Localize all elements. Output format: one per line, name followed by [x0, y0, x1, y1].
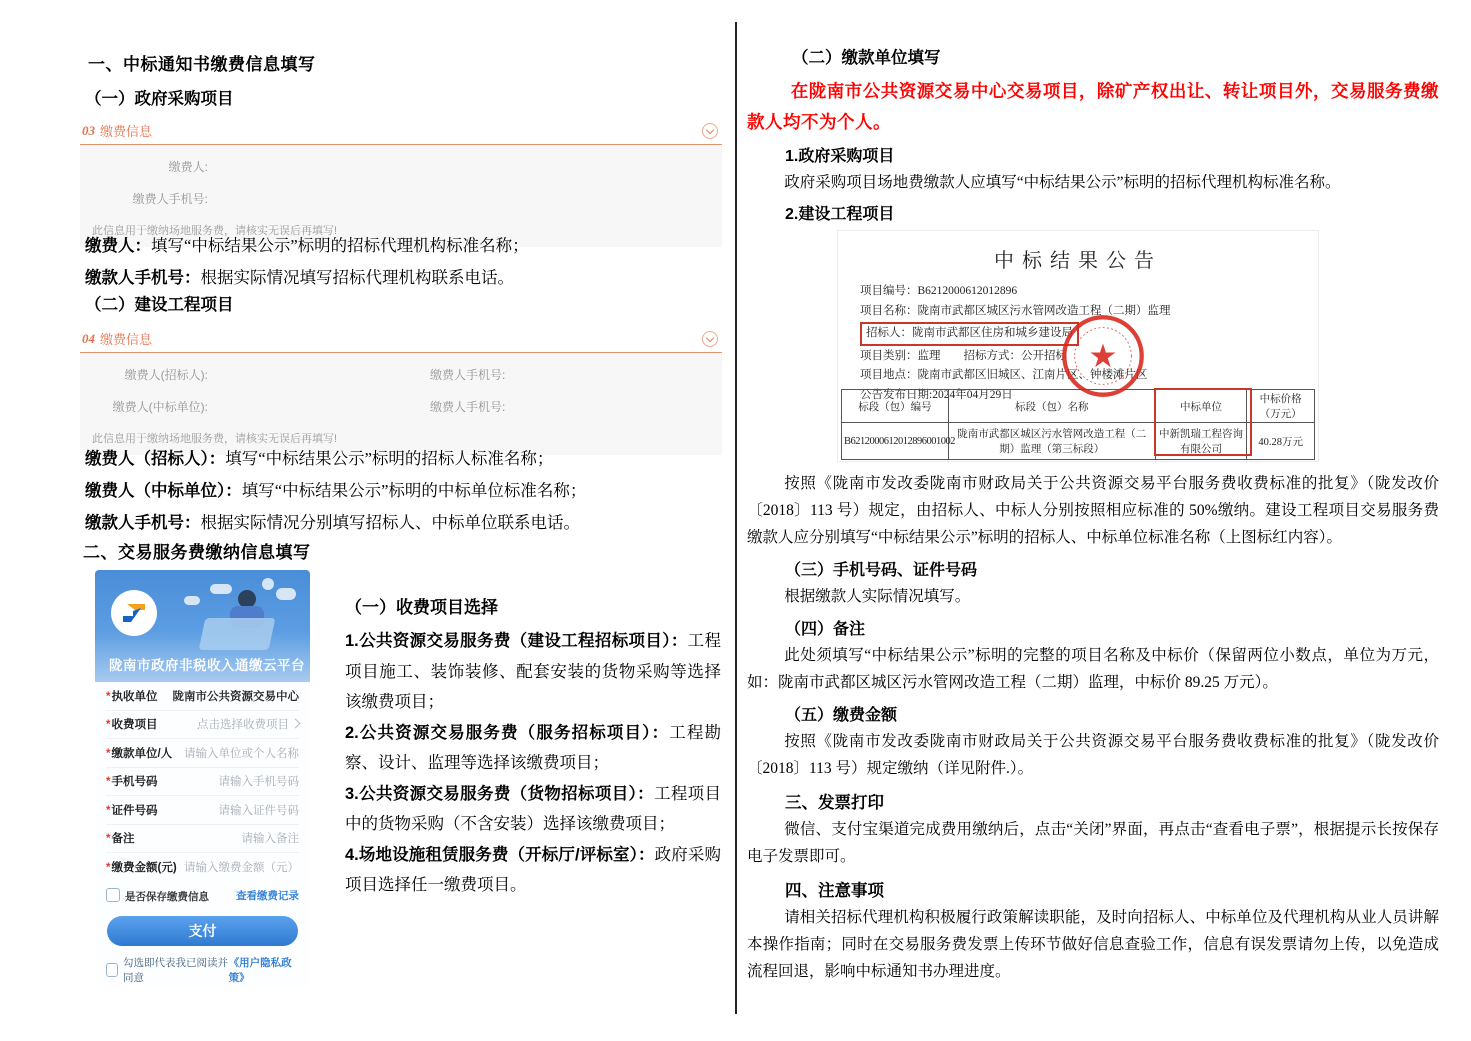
notes-text: 请相关招标代理机构积极履行政策解读职能，及时向招标人、中标单位及代理机构从业人员讲解本操作指南；同时在交易服务费发票上传环节做好信息查验工作，信息有误发票请勿上传，以免造成流程回退，影响中标通知书办理进度。 — [747, 909, 1439, 980]
header-illustration — [180, 578, 300, 656]
payment-app-screenshot — [95, 570, 310, 986]
red-notice: 在陇南市公共资源交易中心交易项目，除矿产权出让、转让项目外，交易服务费缴款人均不为个人。 — [747, 81, 1439, 132]
phone-id-heading: （三）手机号码、证件号码 — [785, 562, 978, 579]
form04-title: 缴费信息 — [100, 332, 153, 347]
note-rest: 填写“中标结果公示”标明的中标单位标准名称； — [241, 481, 587, 500]
note-rest: 根据实际情况填写招标代理机构联系电话。 — [200, 268, 514, 287]
fee-heading: （一）收费项目选择 — [345, 598, 498, 617]
form04-header — [80, 326, 722, 353]
note-lead: 缴费人（招标人）： — [85, 450, 226, 468]
field-amount-input[interactable] — [106, 853, 299, 881]
payment-info-form-03 — [80, 118, 722, 247]
fee-item-lead: 3.公共资源交易服务费（货物招标项目）： — [345, 784, 654, 803]
required-mark: * — [106, 690, 111, 703]
fee-item-rest: 工程勘察、设计、监理等选择该缴费项目； — [345, 722, 722, 772]
required-mark: * — [106, 804, 111, 817]
field-value: 陇南市公共资源交易中心 — [172, 690, 299, 703]
field-label: 证件号码 — [111, 804, 158, 817]
col-header: 标段（包）名称 — [948, 390, 1155, 423]
note-lead: 缴费人（中标单位）： — [85, 482, 242, 500]
gov-proj-text: 政府采购项目场地费缴款人应填写“中标结果公示”标明的招标代理机构标准名称。 — [784, 174, 1341, 191]
sub-gov-heading: （一）政府采购项目 — [85, 90, 234, 108]
fee-item-lead: 4.场地设施租赁服务费（开标厅/评标室）： — [345, 845, 655, 864]
field-placeholder: 请输入单位或个人名称 — [184, 747, 299, 760]
privacy-policy-link[interactable]: 《用户隐私政策》 — [228, 956, 292, 984]
view-records-link[interactable]: 查看缴费记录 — [236, 890, 299, 902]
gov-proj-subhead: 1.政府采购项目 — [785, 148, 895, 165]
required-mark: * — [106, 747, 111, 760]
payment-info-form-04 — [80, 326, 722, 455]
field-phone-input[interactable] — [106, 768, 299, 797]
project-number: 项目编号：B6212000612012896 — [860, 285, 1018, 297]
field-label: 执收单位 — [111, 690, 158, 703]
agree-text: 勾选即代表我已阅读并同意 — [123, 956, 229, 984]
note-lead: 缴费人： — [85, 237, 151, 255]
field-collecting-unit — [106, 682, 299, 711]
constr-proj-subhead: 2.建设工程项目 — [785, 206, 895, 223]
required-mark: * — [106, 861, 111, 874]
field-label: 手机号码 — [111, 776, 158, 789]
column-divider — [735, 22, 737, 1014]
required-mark: * — [106, 719, 111, 732]
payer-phone-label: 缴费人手机号: — [132, 192, 208, 206]
amount-text: 按照《陇南市发改委陇南市财政局关于公共资源交易平台服务费收费标准的批复》（陇发改价〔2018〕113 号）规定缴纳（详见附件.）。 — [747, 733, 1439, 777]
collapse-chevron-icon[interactable] — [702, 123, 718, 139]
red-seal-stamp-icon — [1060, 313, 1146, 399]
note-lead: 缴款人手机号： — [85, 514, 201, 532]
field-placeholder: 请输入备注 — [241, 833, 299, 846]
field-placeholder: 请输入缴费金额（元） — [184, 861, 299, 874]
save-info-label: 是否保存缴费信息 — [125, 890, 209, 903]
field-remark-input[interactable] — [106, 825, 299, 854]
section2-heading: 二、交易服务费缴纳信息填写 — [83, 543, 311, 562]
section1-heading: 一、中标通知书缴费信息填写 — [88, 55, 316, 74]
col-header: 中标单位 — [1155, 390, 1247, 423]
announcement-title: 中标结果公告 — [994, 250, 1162, 272]
publish-date: 公告发布日期:2024年04月29日 — [860, 388, 1013, 401]
form04-body — [80, 353, 722, 455]
fee-item-rest: 政府采购项目选择任一缴费项目。 — [345, 844, 721, 894]
required-mark: * — [106, 776, 111, 789]
note-rest: 填写“中标结果公示”标明的招标代理机构标准名称； — [151, 236, 529, 255]
collapse-chevron-icon[interactable] — [702, 331, 718, 347]
save-info-checkbox[interactable] — [106, 888, 120, 902]
sub-constr-heading: （二）建设工程项目 — [85, 296, 234, 314]
gov-notes — [85, 230, 529, 294]
field-placeholder: 点击选择收费项目 — [197, 719, 289, 732]
winner-payer-label: 缴费人(中标单位): — [112, 400, 208, 414]
bid-result-table — [841, 389, 1315, 460]
field-label: 收费项目 — [111, 719, 158, 732]
winner-cell: 中新凯瑞工程咨询有限公司 — [1155, 423, 1247, 460]
required-mark: * — [106, 833, 111, 846]
bid-result-announcement — [837, 230, 1319, 462]
phone-id-text: 根据缴款人实际情况填写。 — [784, 588, 971, 605]
tenderee-payer-label: 缴费人(招标人): — [124, 368, 208, 382]
form03-note: 此信息用于缴纳场地服务费，请核实无误后再填写! — [92, 225, 338, 237]
field-payer-name-input[interactable] — [106, 739, 299, 768]
pay-button[interactable]: 支付 — [107, 916, 298, 946]
tenderee-highlight: 招标人：陇南市武都区住房和城乡建设局 — [860, 322, 1079, 346]
right-page — [747, 44, 1439, 987]
form04-note: 此信息用于缴纳场地服务费，请核实无误后再填写! — [92, 433, 338, 445]
project-name: 项目名称：陇南市武都区城区污水管网改造工程（二期）监理 — [860, 304, 1171, 317]
note-rest: 填写“中标结果公示”标明的招标人标准名称； — [225, 449, 554, 468]
payer-unit-heading: （二）缴款单位填写 — [792, 49, 941, 67]
form04-number: 04 — [82, 330, 95, 346]
notes-heading: 四、注意事项 — [785, 882, 884, 900]
field-label: 缴款单位/人 — [111, 747, 173, 760]
svg-text:★: ★ — [1088, 339, 1118, 376]
fee-item-rest: 工程项目施工、装饰装修、配套安装的货物采购等选择该缴费项目； — [345, 631, 721, 711]
app-logo-icon — [111, 590, 157, 636]
fee-item-rest: 工程项目中的货物采购（不含安装）选择该缴费项目； — [345, 783, 722, 833]
invoice-heading: 三、发票打印 — [785, 794, 884, 812]
fee-item-lead: 1.公共资源交易服务费（建设工程招标项目）： — [345, 632, 688, 650]
project-category: 项目类别：监理 招标方式：公开招标 — [860, 349, 1067, 362]
app-form — [95, 682, 310, 881]
fee-item-selection — [345, 593, 721, 901]
payer-label: 缴费人: — [168, 160, 208, 174]
invoice-text: 微信、支付宝渠道完成费用缴纳后，点击“关闭”界面，再点击“查看电子票”，根据提示长按保存电子发票即可。 — [747, 821, 1439, 865]
section-code-cell: B6212000612012896001002 — [842, 423, 949, 460]
table-row — [842, 423, 1315, 460]
col-header: 标段（包）编号 — [842, 390, 949, 423]
field-placeholder: 请输入证件号码 — [218, 804, 299, 817]
amount-heading: （五）缴费金额 — [785, 707, 898, 724]
fifty-percent-paragraph: 按照《陇南市发改委陇南市财政局关于公共资源交易平台服务费收费标准的批复》（陇发改价〔2018〕113 号）规定，由招标人、中标人分别按照相应标准的 50%缴纳。建设工程项目交易服务费缴款人应分别填写“中标结果公示”标明的招标人、中标单位标准名称（上图标红内容）。 — [747, 475, 1439, 546]
constr-notes — [85, 443, 586, 539]
price-cell: 40.28万元 — [1247, 423, 1315, 460]
field-label: 备注 — [111, 833, 135, 846]
payer-phone-label: 缴费人手机号: — [430, 400, 506, 414]
field-placeholder: 请输入手机号码 — [218, 776, 299, 789]
app-title: 陇南市政府非税收入通缴云平台 — [109, 658, 305, 673]
agree-checkbox[interactable] — [106, 963, 118, 977]
form03-title: 缴费信息 — [100, 124, 153, 139]
field-fee-item-select[interactable] — [106, 711, 299, 740]
app-header — [95, 570, 310, 682]
field-id-number-input[interactable] — [106, 796, 299, 825]
payer-phone-label: 缴费人手机号: — [430, 368, 506, 382]
field-label: 缴费金额(元) — [111, 861, 177, 874]
form03-header — [80, 118, 722, 145]
chevron-right-icon — [291, 719, 301, 729]
remark-heading: （四）备注 — [785, 621, 866, 638]
col-header: 中标价格（万元） — [1247, 390, 1315, 423]
form03-number: 03 — [82, 122, 95, 138]
fee-item-lead: 2.公共资源交易服务费（服务招标项目）： — [345, 723, 670, 742]
remark-text: 此处须填写“中标结果公示”标明的完整的项目名称及中标价（保留两位小数点，单位为万元，如：陇南市武都区城区污水管网改造工程（二期）监理，中标价 89.25 万元）。 — [747, 647, 1439, 691]
note-lead: 缴款人手机号： — [85, 269, 201, 287]
note-rest: 根据实际情况分别填写招标人、中标单位联系电话。 — [200, 513, 580, 532]
section-name-cell: 陇南市武都区城区污水管网改造工程（二期）监理（第三标段） — [948, 423, 1155, 460]
project-location: 项目地点：陇南市武都区旧城区、江南片区、钟楼滩片区 — [860, 369, 1148, 381]
